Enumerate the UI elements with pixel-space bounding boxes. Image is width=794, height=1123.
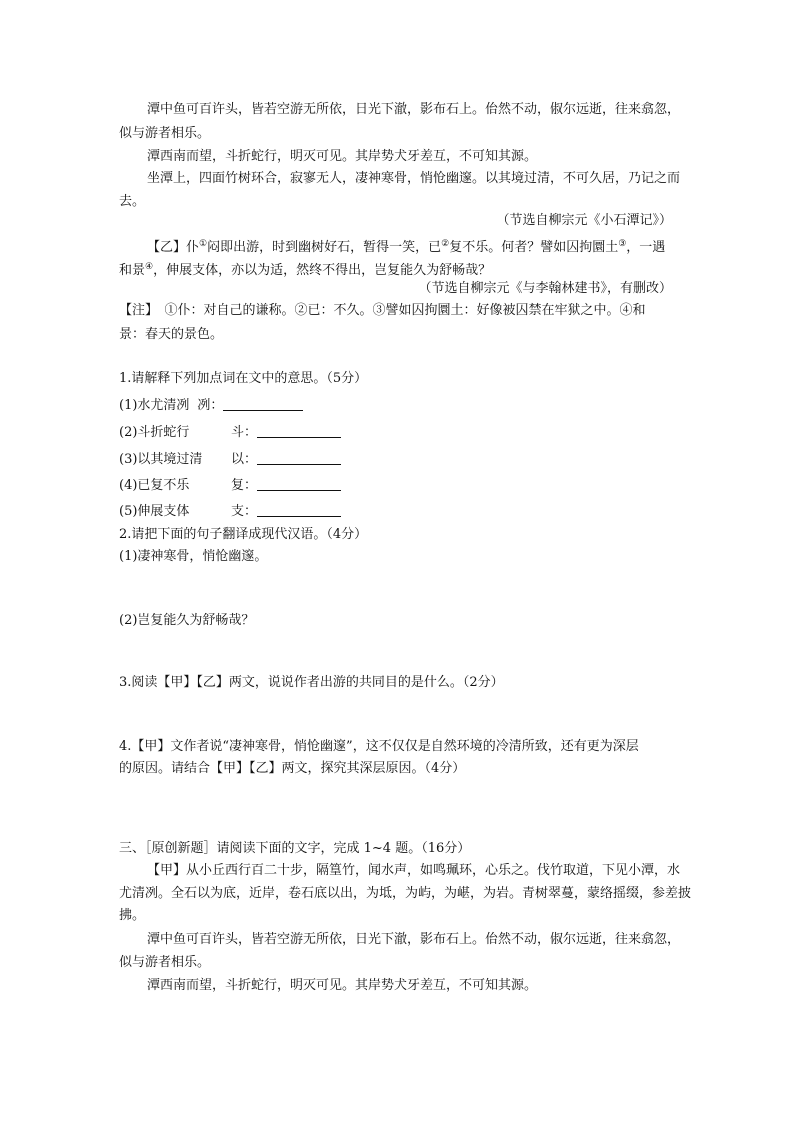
- notes-line-2: 景：春天的景色。: [119, 327, 224, 342]
- q1-item-5-phrase: (5)伸展支体: [119, 504, 190, 519]
- question-4-line-1: 4.【甲】文作者说“凄神寒骨，悄怆幽邃”，这不仅仅是自然环境的冷清所致，还有更为深层: [119, 739, 639, 754]
- yi-text-f: ，伸展支体，亦以为适，然终不得出，岂复能久为舒畅哉？: [153, 263, 492, 278]
- section-3-paragraph-2-line-1: 潭中鱼可百许头，皆若空游无所依，日光下澈，影布石上。佁然不动，俶尔远逝，往来翕忽，: [147, 932, 681, 947]
- yi-text-b: 闷即出游，时到幽树好石，暂得一笑，已: [207, 240, 442, 255]
- section-3-paragraph-1-line-1: 【甲】从小丘西行百二十步，隔篁竹，闻水声，如鸣珮环，心乐之。伐竹取道，下见小潭，水: [147, 863, 681, 878]
- q1-item-5-answer-blank[interactable]: [257, 502, 341, 517]
- yi-text-e: 和景: [119, 263, 146, 278]
- q1-item-4-phrase: (4)已复不乐: [119, 478, 190, 493]
- yi-text-a: 【乙】仆: [147, 240, 200, 255]
- jia-paragraph-1-line-2: 似与游者相乐。: [119, 126, 211, 141]
- question-3: 3.阅读【甲】【乙】两文，说说作者出游的共同目的是什么。（2分）: [119, 675, 504, 690]
- notes-line-1: 【注】 ①仆：对自己的谦称。②已：不久。③譬如囚拘圜土：好像被囚禁在牢狱之中。④和: [119, 303, 646, 318]
- jia-paragraph-2: 潭西南而望，斗折蛇行，明灭可见。其岸势犬牙差互，不可知其源。: [147, 149, 538, 164]
- question-2-sentence-2: (2)岂复能久为舒畅哉？: [119, 613, 255, 628]
- jia-source: （节选自柳宗元《小石潭记》）: [496, 213, 672, 228]
- question-1: 1.请解释下列加点词在文中的意思。（5分）: [119, 371, 368, 386]
- section-3-paragraph-1-line-3: 拂。: [119, 908, 146, 923]
- q1-item-4-word: 复：: [231, 478, 258, 493]
- q1-item-2-word: 斗：: [231, 425, 258, 440]
- q1-item-1-phrase: (1)水尤清冽: [119, 398, 190, 413]
- question-2-sentence-1: (1)凄神寒骨，悄怆幽邃。: [119, 549, 268, 564]
- q1-item-1-answer-blank[interactable]: [223, 396, 303, 411]
- q1-item-4: [119, 476, 675, 495]
- section-3-paragraph-2-line-2: 似与游者相乐。: [119, 955, 211, 970]
- question-4-line-2: 的原因。请结合【甲】【乙】两文，探究其深层原因。（4分）: [119, 761, 466, 776]
- q1-item-4-answer-blank[interactable]: [257, 476, 341, 491]
- q1-item-3-answer-blank[interactable]: [257, 450, 341, 465]
- q1-item-3: [119, 450, 675, 469]
- section-3-heading: 三、［原创新题］请阅读下面的文字，完成 1~4 题。（16分）: [119, 841, 471, 856]
- section-3-paragraph-3: 潭西南而望，斗折蛇行，明灭可见。其岸势犬牙差互，不可知其源。: [147, 978, 538, 993]
- jia-paragraph-3-line-2: 去。: [119, 194, 146, 209]
- q1-item-2: [119, 423, 675, 442]
- section-3-paragraph-1-line-2: 尤清冽。全石以为底，近岸，卷石底以出，为坻，为屿，为嵁，为岩。青树翠蔓，蒙络摇缀，参差披: [119, 886, 692, 901]
- q1-item-1: [119, 396, 675, 415]
- yi-text-c: 复不乐。何者？譬如囚拘圜土: [449, 240, 619, 255]
- q1-item-5-word: 支：: [231, 504, 258, 519]
- yi-paragraph-line-1: [147, 235, 665, 257]
- yi-text-d: ，一遇: [626, 240, 666, 255]
- note-marker-3: ③: [618, 239, 627, 249]
- q1-item-5: [119, 502, 675, 521]
- q1-item-3-phrase: (3)以其境过清: [119, 452, 203, 467]
- question-2: 2.请把下面的句子翻译成现代汉语。（4分）: [119, 527, 368, 542]
- note-marker-1: ①: [199, 239, 208, 249]
- note-marker-4: ④: [145, 262, 154, 272]
- q1-item-1-word: 冽：: [197, 398, 224, 413]
- note-marker-2: ②: [441, 239, 450, 249]
- q1-item-2-phrase: (2)斗折蛇行: [119, 425, 190, 440]
- jia-paragraph-3-line-1: 坐潭上，四面竹树环合，寂寥无人，凄神寒骨，悄怆幽邃。以其境过清，不可久居，乃记之而: [147, 171, 681, 186]
- yi-paragraph-line-2: [119, 258, 675, 280]
- jia-paragraph-1-line-1: 潭中鱼可百许头，皆若空游无所依，日光下澈，影布石上。佁然不动，俶尔远逝，往来翕忽，: [147, 102, 681, 117]
- q1-item-2-answer-blank[interactable]: [257, 423, 341, 438]
- yi-source: （节选自柳宗元《与李翰林建书》，有删改）: [418, 281, 672, 296]
- q1-item-3-word: 以：: [231, 452, 258, 467]
